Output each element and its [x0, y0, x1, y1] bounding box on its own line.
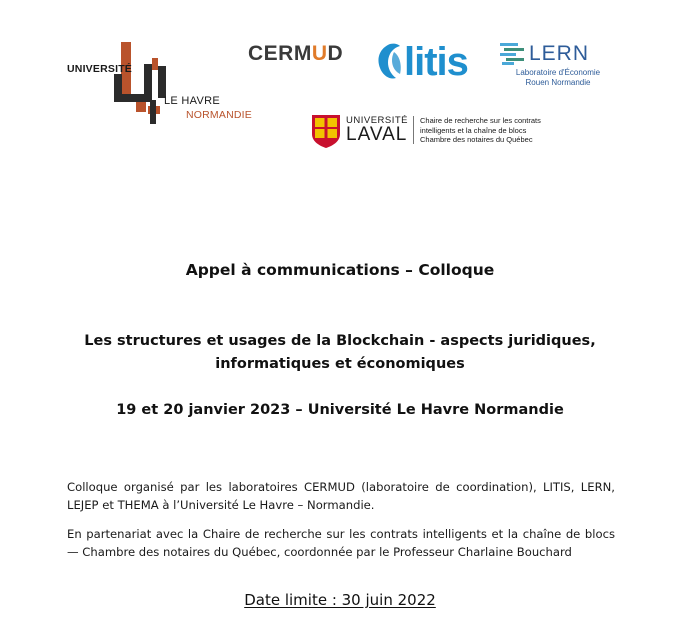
lern-text: LERN [529, 42, 590, 65]
litis-text: litis [404, 40, 468, 84]
universite-le-havre-logo [64, 42, 254, 126]
laval-chair-line1: Chaire de recherche sur les contrats [420, 116, 541, 125]
call-title: Appel à communications – Colloque [185, 261, 495, 279]
lern-subtitle [498, 68, 618, 87]
laval-chair-text [420, 116, 541, 145]
lern-logo [498, 42, 618, 88]
ulh-universite-text: UNIVERSITÉ [67, 63, 133, 75]
organizers-paragraph: Colloque organisé par les laboratoires CERMUD (laboratoire de coordination), LITIS, LERN, LEJEP et THEMA à l’Université Le Havre – Normandie. [67, 480, 615, 512]
date-venue: 19 et 20 janvier 2023 – Université Le Havre Normandie [116, 402, 564, 418]
laval-chair-line3: Chambre des notaires du Québec [420, 135, 533, 144]
laval-chair-line2: intelligents et la chaîne de blocs [420, 125, 527, 135]
ulh-normandie-text: NORMANDIE [186, 109, 252, 121]
cermud-text-start: CERM [248, 42, 312, 65]
lern-subtitle-line1: Laboratoire d'Économie [515, 68, 601, 77]
subtitle-line-2: informatiques et économiques [215, 356, 465, 372]
subtitle-line-1: Les structures et usages de la Blockchain - aspects juridiques, [84, 333, 596, 349]
cermud-logo [248, 42, 343, 66]
laval-shield-icon [311, 114, 341, 148]
deadline: Date limite : 30 juin 2022 [244, 591, 436, 609]
litis-logo [376, 40, 476, 86]
lern-bars-icon [500, 43, 526, 65]
laval-separator [413, 116, 414, 144]
ulh-le-havre-text: LE HAVRE [164, 95, 220, 107]
cermud-text-u: U [311, 42, 328, 65]
laval-universite-text: UNIVERSITÉ [346, 115, 409, 126]
universite-laval-logo [311, 114, 551, 150]
lern-subtitle-line2: Rouen Normandie [525, 77, 591, 87]
litis-swirl-icon [376, 42, 404, 82]
laval-name-text: LAVAL [346, 124, 408, 145]
cermud-text-end: D [327, 42, 344, 65]
partnership-paragraph: En partenariat avec la Chaire de recherche sur les contrats intelligents et la chaîne de blocs — Chambre des notaires du Québec, coordonnée par le Professeur Charlaine Bouchard [67, 527, 615, 559]
